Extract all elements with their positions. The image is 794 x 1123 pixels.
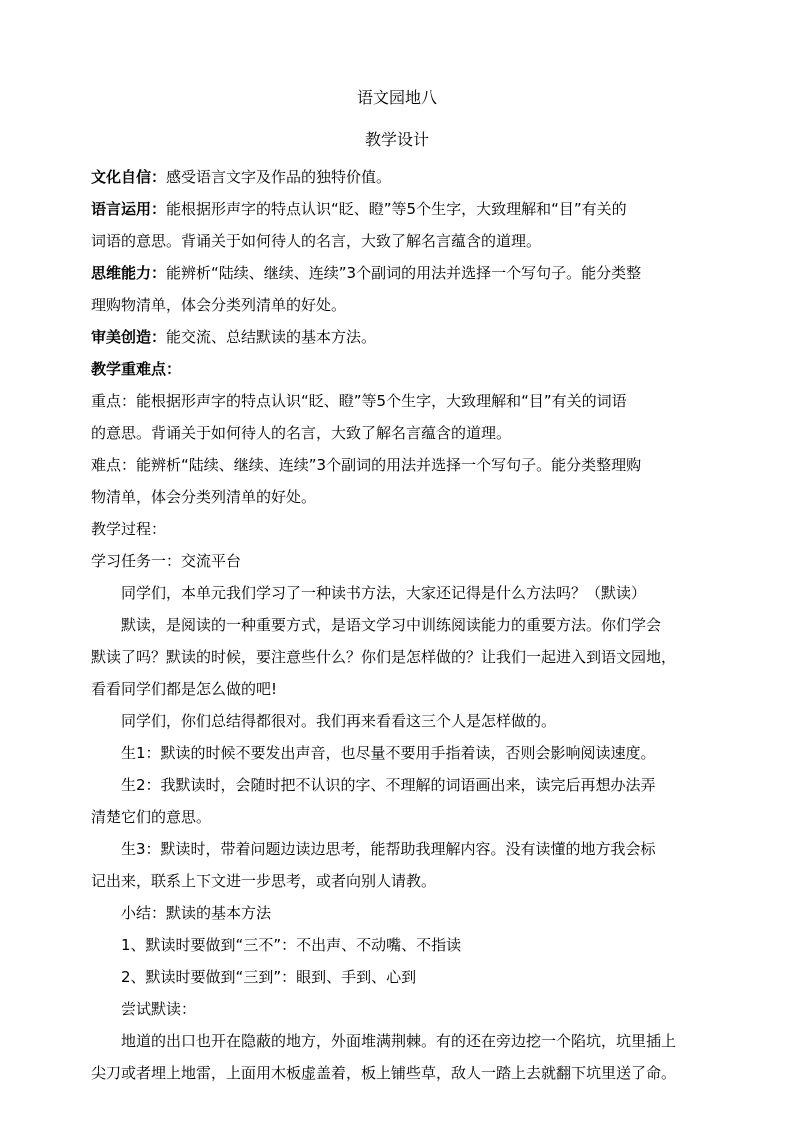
goal-text: 能根据形声字的特点认识“眨、瞪”等5个生字，大致理解和“目”有关的 — [166, 200, 627, 218]
goal-culture — [91, 161, 703, 193]
goal-label: 文化自信： — [91, 168, 167, 186]
goal-language-cont: 词语的意思。背诵关于如何待人的名言，大致了解名言蕴含的道理。 — [91, 232, 542, 250]
document-title: 语文园地八 — [356, 88, 437, 107]
goal-label: 思维能力： — [91, 264, 167, 282]
goal-label: 审美创造： — [91, 328, 167, 346]
goal-label: 语言运用： — [91, 200, 167, 218]
excerpt-line: 尖刀或者埋上地雷，上面用木板虚盖着，板上铺些草，敌人一踏上去就翻下坑里送了命。 — [91, 1064, 677, 1082]
practice-heading: 尝试默读： — [121, 1000, 197, 1018]
paragraph: 默读，是阅读的一种重要方式，是语文学习中训练阅读能力的重要方法。你们学会 — [121, 616, 662, 634]
paragraph: 同学们，本单元我们学习了一种读书方法，大家还记得是什么方法吗？（默读） — [121, 584, 647, 602]
document-body — [91, 161, 703, 1089]
key-points-heading: 教学重难点： — [91, 360, 182, 378]
student-answer: 生3：默读时，带着问题边读边思考，能帮助我理解内容。没有读懂的地方我会标 — [121, 840, 656, 858]
paragraph: 同学们，你们总结得都很对。我们再来看看这三个人是怎样做的。 — [121, 712, 557, 730]
summary-item: 2、默读时要做到“三到”：眼到、手到、心到 — [121, 968, 417, 986]
goal-text: 感受语言文字及作品的独特价值。 — [166, 168, 392, 186]
goal-language — [91, 193, 703, 225]
summary-item: 1、默读时要做到“三不”：不出声、不动嘴、不指读 — [121, 936, 462, 954]
key-point-line: 重点：能根据形声字的特点认识“眨、瞪”等5个生字，大致理解和“目”有关的词语 — [91, 392, 627, 410]
summary-heading: 小结：默读的基本方法 — [121, 904, 272, 922]
goal-aesthetic — [91, 321, 703, 353]
task-heading: 学习任务一：交流平台 — [91, 552, 242, 570]
process-heading: 教学过程： — [91, 520, 167, 538]
difficulty-line: 难点：能辨析“陆续、继续、连续”3个副词的用法并选择一个写句子。能分类整理购 — [91, 456, 642, 474]
student-answer: 生2：我默读时，会随时把不认识的字、不理解的词语画出来，读完后再想办法弄 — [121, 776, 656, 794]
student-answer-cont: 记出来，联系上下文进一步思考，或者向别人请教。 — [91, 872, 437, 890]
student-answer-cont: 清楚它们的意思。 — [91, 808, 212, 826]
paragraph-cont: 默读了吗？默读的时候，要注意些什么？你们是怎样做的？让我们一起进入到语文园地， — [91, 648, 677, 666]
document-subtitle: 教学设计 — [364, 130, 429, 149]
goal-text: 能交流、总结默读的基本方法。 — [166, 328, 377, 346]
goal-text: 能辨析“陆续、继续、连续”3个副词的用法并选择一个写句子。能分类整 — [166, 264, 642, 282]
goal-thinking-cont: 理购物清单，体会分类列清单的好处。 — [91, 296, 347, 314]
key-point-line: 的意思。背诵关于如何待人的名言，大致了解名言蕴含的道理。 — [91, 424, 512, 442]
excerpt-line: 地道的出口也开在隐蔽的地方，外面堆满荆棘。有的还在旁边挖一个陷坑，坑里插上 — [121, 1032, 677, 1050]
student-answer: 生1：默读的时候不要发出声音，也尽量不要用手指着读，否则会影响阅读速度。 — [121, 744, 656, 762]
difficulty-line: 物清单，体会分类列清单的好处。 — [91, 488, 317, 506]
paragraph-cont: 看看同学们都是怎么做的吧! — [91, 680, 278, 698]
goal-thinking — [91, 257, 703, 289]
